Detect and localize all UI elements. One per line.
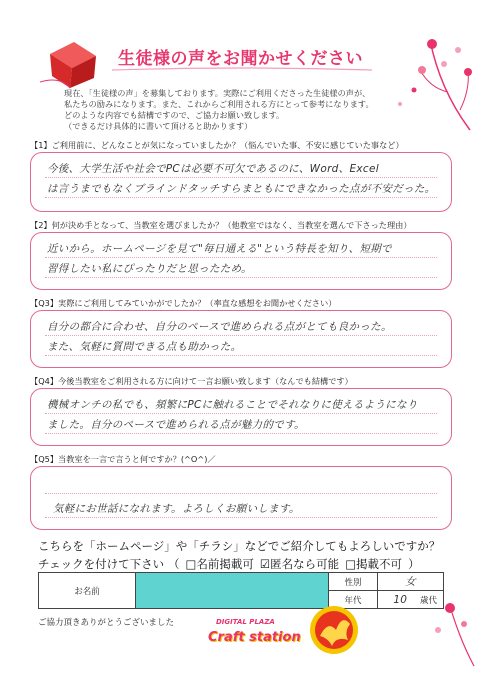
permission-instruction: チェックを付けて下さい — [38, 557, 165, 571]
answer-line: 習得したい私にぴったりだと思ったため。 — [47, 263, 252, 275]
name-field-redacted — [136, 573, 329, 609]
logo-line-2: Craft station — [208, 630, 301, 645]
option-anonymous-ok-checkbox[interactable]: ☑匿名なら可能 — [259, 557, 340, 571]
question-1-label: 【1】ご利用前に、どんなことが気になっていましたか？（悩んでいた事、不安に感じていた事など） — [30, 140, 404, 150]
question-3-answer-box — [30, 310, 452, 368]
flower-decoration — [420, 600, 480, 670]
intro-line: 現在、「生徒様の声」を募集しております。実際にご利用くださった生徒様の声が、 — [64, 88, 371, 98]
age-value: 10 — [393, 593, 408, 606]
question-4-label: 【Q4】今後当教室をご利用される方に向けて一言お願い致します（なんでも結構です） — [30, 376, 353, 386]
option-not-ok-checkbox[interactable]: □掲載不可 — [345, 557, 403, 571]
question-1-answer-box — [30, 152, 452, 212]
gender-label: 性別 — [329, 573, 378, 591]
question-5-answer-box — [30, 466, 452, 530]
title-underline — [112, 66, 372, 74]
thanks-text: ご協力頂きありがとうございました — [38, 618, 175, 628]
intro-line: 私たちの励みになります。また、これからご利用される方にとって参考になります。 — [64, 99, 374, 109]
intro-line: どのような内容でも結構ですので、ご協力お願い致します。 — [64, 110, 285, 120]
answer-line: 今後、大学生活や社会でPCは必要不可欠であるのに、Word、Excel — [47, 163, 379, 175]
answer-line: また、気軽に質問できる点も助かった。 — [47, 341, 242, 353]
page-title: 生徒様の声をお聞かせください — [118, 49, 363, 69]
answer-line: 自分の都合に合わせ、自分のペースで進められる点がとても良かった。 — [47, 321, 392, 333]
intro-text — [64, 88, 444, 132]
answer-line: 気軽にお世話になれます。よろしくお願いします。 — [53, 503, 300, 515]
gender-value: 女 — [378, 573, 444, 591]
age-suffix: 歳代 — [419, 595, 437, 606]
question-2-label: 【2】何が決め手となって、当教室を選びましたか？（他教室ではなく、当教室を選んで下さった理由） — [30, 220, 412, 230]
paren-close: ） — [408, 557, 420, 571]
red-cube-icon — [40, 36, 102, 92]
phoenix-emblem-icon — [306, 602, 362, 658]
permission-options — [168, 556, 420, 572]
option-name-ok-checkbox[interactable]: □名前掲載可 — [185, 557, 254, 571]
question-4-answer-box — [30, 388, 452, 446]
logo-line-1: DIGITAL PLAZA — [216, 618, 275, 626]
intro-line: （できるだけ具体的に書いて頂けると助かります） — [64, 121, 253, 131]
paren-open: （ — [168, 557, 180, 571]
question-3-label: 【Q3】実際にご利用してみていかがでしたか？（率直な感想をお聞かせください） — [30, 298, 337, 308]
info-table — [38, 572, 444, 609]
answer-line: 近いから。ホームページを見て"毎日通える"という特長を知り、短期で — [47, 243, 392, 255]
name-label: お名前 — [39, 573, 136, 609]
question-5-label: 【Q5】当教室を一言で言うと何ですか？(^O^)／ — [30, 454, 216, 464]
answer-line: 機械オンチの私でも、頻繁にPCに触れることでそれなりに使えるようになり — [47, 399, 418, 411]
answer-line: は言うまでもなくブラインドタッチすらまともにできなかった点が不安だった。 — [47, 183, 436, 195]
permission-question: こちらを「ホームページ」や「チラシ」などでご紹介してもよろしいですか？ — [38, 539, 441, 553]
logo — [206, 606, 366, 666]
answer-line: ました。自分のペースで進められる点が魅力的です。 — [47, 419, 305, 431]
question-2-answer-box — [30, 232, 452, 290]
age-label: 年代 — [329, 591, 378, 609]
